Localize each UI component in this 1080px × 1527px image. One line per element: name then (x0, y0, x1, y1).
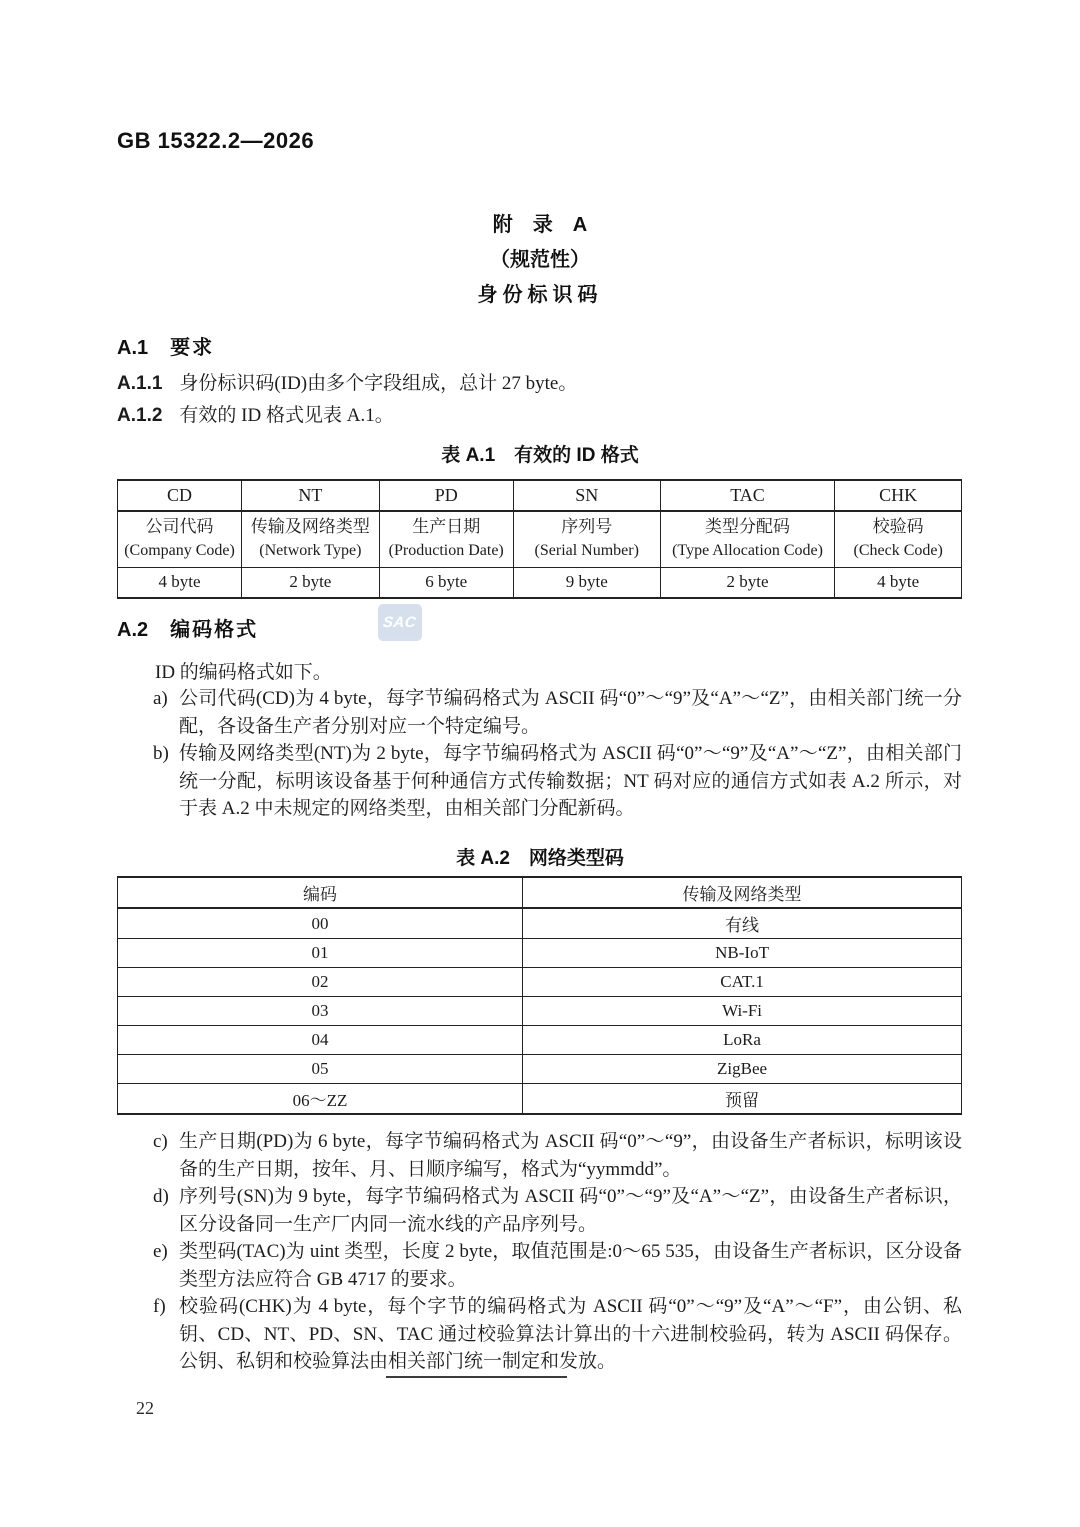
page-number: 22 (136, 1398, 154, 1418)
field-name-cn: 生产日期 (412, 517, 481, 537)
table-row (118, 1055, 962, 1084)
section-a2-intro: ID 的编码格式如下。 (155, 662, 332, 683)
table-cell: 9 byte (513, 567, 660, 598)
list-item-e-text: 类型码(TAC)为 uint 类型，长度 2 byte，取值范围是:0～65 535，由设备生产者标识，区分设备类型方法应符合 GB 4717 的要求。 (179, 1241, 962, 1290)
list-item-a-text: 公司代码(CD)为 4 byte，每字节编码格式为 ASCII 码“0”～“9”及“A”～“Z”，由相关部门统一分配，各设备生产者分别对应一个特定编号。 (179, 688, 962, 737)
section-a2-heading (117, 613, 258, 642)
field-name-en: (Network Type) (259, 542, 362, 560)
column-header: 传输及网络类型 (523, 877, 962, 908)
table-row (118, 1026, 962, 1055)
list-item-b (117, 740, 962, 823)
column-header: CD (118, 480, 242, 511)
field-name-cn: 传输及网络类型 (250, 517, 370, 537)
table-row (118, 908, 962, 939)
list-item-f-text: 校验码(CHK)为 4 byte，每个字节的编码格式为 ASCII 码“0”～“9”及“A”～“F”，由公钥、私钥、CD、NT、PD、SN、TAC 通过校验算法计算出的十六进制校验码，转为 ASCII 码保存。公钥、私钥和校验算法由相关部门统一制定和发放。 (179, 1296, 962, 1372)
list-item-f-label: f) (153, 1296, 166, 1317)
table-cell (118, 511, 242, 567)
clause-a1-2-number: A.1.2 (117, 405, 163, 426)
table-cell: 01 (118, 939, 523, 968)
field-name-en: (Serial Number) (534, 542, 639, 560)
table-cell: 4 byte (835, 567, 962, 598)
list-items-c-f (117, 1128, 962, 1376)
table-cell: 有线 (523, 908, 962, 939)
list-item-d (117, 1183, 962, 1238)
clause-a1-1 (117, 370, 962, 397)
field-name-en: (Company Code) (124, 542, 235, 560)
clause-a1-2-text: 有效的 ID 格式见表 A.1。 (179, 405, 394, 426)
list-item-c-label: c) (153, 1131, 168, 1152)
clause-a1-1-text: 身份标识码(ID)由多个字段组成，总计 27 byte。 (179, 373, 578, 394)
table-cell (379, 511, 513, 567)
table-row (118, 968, 962, 997)
table-cell: 02 (118, 968, 523, 997)
list-items-a-b (117, 685, 962, 823)
table-cell (835, 511, 962, 567)
table-a2-caption: 表 A.2 网络类型码 (456, 848, 624, 869)
list-item-d-text: 序列号(SN)为 9 byte，每字节编码格式为 ASCII 码“0”～“9”及“A”～“Z”，由设备生产者标识，区分设备同一生产厂内同一流水线的产品序列号。 (179, 1186, 962, 1235)
appendix-title-line2: （规范性） (490, 249, 590, 271)
sac-watermark-logo (378, 604, 422, 641)
table-cell: LoRa (523, 1026, 962, 1055)
column-header: SN (513, 480, 660, 511)
column-header: CHK (835, 480, 962, 511)
field-name-en: (Type Allocation Code) (672, 542, 823, 560)
table-row (118, 997, 962, 1026)
table-cell: 6 byte (379, 567, 513, 598)
list-item-b-label: b) (153, 743, 169, 764)
list-item-f (117, 1293, 962, 1376)
table-cell: 06～ZZ (118, 1084, 523, 1115)
column-header: NT (242, 480, 380, 511)
sac-watermark-text: SAC (382, 614, 418, 631)
list-item-d-label: d) (153, 1186, 169, 1207)
field-name-cn: 校验码 (872, 517, 924, 537)
section-a1-heading (117, 331, 214, 360)
table-a1 (117, 479, 962, 599)
table-cell: 预留 (523, 1084, 962, 1115)
table-cell: 05 (118, 1055, 523, 1084)
list-item-e-label: e) (153, 1241, 168, 1262)
column-header: PD (379, 480, 513, 511)
footer-divider (386, 1376, 567, 1378)
table-cell: 2 byte (660, 567, 835, 598)
list-item-c (117, 1128, 962, 1183)
column-header: TAC (660, 480, 835, 511)
section-a1-title: 要求 (170, 337, 215, 359)
table-cell: 2 byte (242, 567, 380, 598)
table-cell: Wi-Fi (523, 997, 962, 1026)
section-a2-title: 编码格式 (170, 619, 259, 641)
table-cell: 04 (118, 1026, 523, 1055)
section-a1-number: A.1 (117, 337, 149, 359)
table-a1-name-row (118, 511, 962, 567)
appendix-title-line3: 身份标识码 (477, 284, 603, 306)
section-a2-number: A.2 (117, 619, 149, 641)
table-cell: CAT.1 (523, 968, 962, 997)
appendix-title-line1: 附 录 A (492, 214, 588, 236)
field-name-cn: 序列号 (561, 517, 613, 537)
list-item-b-text: 传输及网络类型(NT)为 2 byte，每字节编码格式为 ASCII 码“0”～“9”及“A”～“Z”，由相关部门统一分配，标明该设备基于何种通信方式传输数据；NT 码对应的通信方式如表 A.2 所示，对于表 A.2 中未规定的网络类型，由相关部门分配新码。 (179, 743, 962, 819)
table-a2 (117, 876, 962, 1115)
field-name-en: (Production Date) (388, 542, 504, 560)
list-item-c-text: 生产日期(PD)为 6 byte，每字节编码格式为 ASCII 码“0”～“9”，由设备生产者标识，标明该设备的生产日期，按年、月、日顺序编写，格式为“yymmdd”。 (179, 1131, 962, 1180)
field-name-en: (Check Code) (853, 542, 943, 560)
table-row (118, 1084, 962, 1115)
doc-number: GB 15322.2—2026 (117, 128, 315, 153)
table-cell (660, 511, 835, 567)
table-row (118, 939, 962, 968)
table-cell (242, 511, 380, 567)
table-cell (513, 511, 660, 567)
list-item-e (117, 1238, 962, 1293)
list-item-a (117, 685, 962, 740)
table-cell: ZigBee (523, 1055, 962, 1084)
field-name-cn: 类型分配码 (705, 517, 790, 537)
table-a1-byte-row (118, 567, 962, 598)
clause-a1-2 (117, 402, 962, 429)
appendix-title (0, 208, 1080, 313)
field-name-cn: 公司代码 (145, 517, 214, 537)
table-a2-header-row (118, 877, 962, 908)
table-a1-code-row (118, 480, 962, 511)
table-cell: 00 (118, 908, 523, 939)
clause-a1-1-number: A.1.1 (117, 373, 163, 394)
table-cell: 03 (118, 997, 523, 1026)
column-header: 编码 (118, 877, 523, 908)
table-cell: NB-IoT (523, 939, 962, 968)
table-a1-caption: 表 A.1 有效的 ID 格式 (441, 445, 639, 466)
list-item-a-label: a) (153, 688, 168, 709)
table-cell: 4 byte (118, 567, 242, 598)
